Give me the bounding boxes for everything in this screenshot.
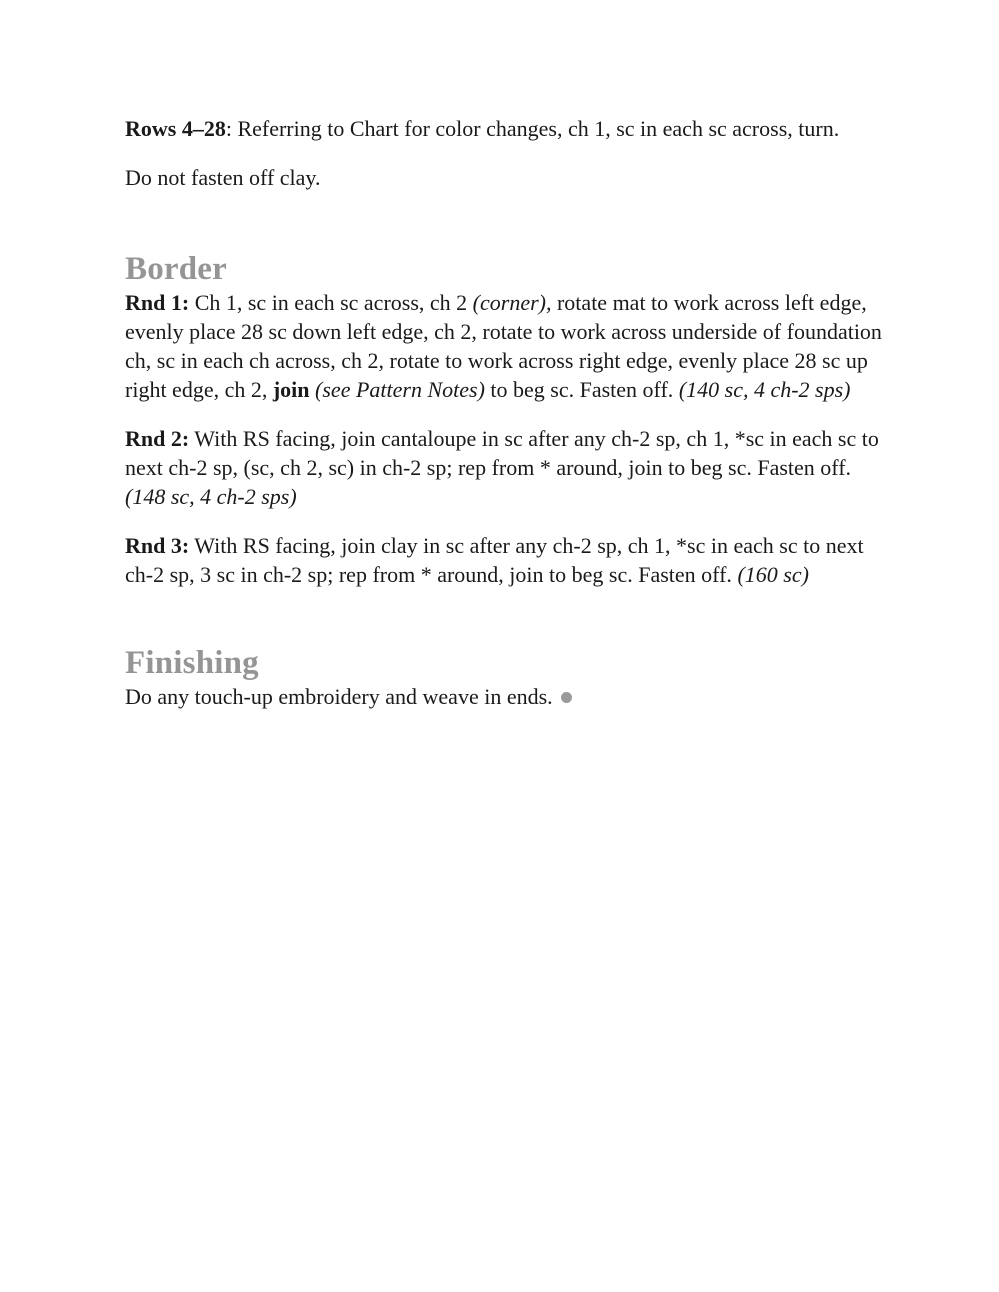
round-1-text-b: rotate mat to work across left edge, evenly place 28 sc down left edge, ch 2, rotate to work across underside of foundation ch, sc in each ch across, ch 2, rotate to work across right edge, evenly place 28 sc up right edge, ch 2, (125, 290, 882, 402)
rows-instruction (125, 114, 885, 143)
document-page (125, 114, 885, 711)
finishing-heading: Finishing (125, 645, 259, 681)
round-3-instruction (125, 531, 885, 589)
finishing-text: Do any touch-up embroidery and weave in ends. (125, 684, 553, 709)
round-1-join: join (272, 377, 310, 402)
round-2-label: Rnd 2: (125, 426, 190, 451)
round-2-count: (148 sc, 4 ch-2 sps) (125, 484, 297, 509)
round-1-text-c: to beg sc. Fasten off. (484, 377, 679, 402)
round-3-text: With RS facing, join clay in sc after any ch-2 sp, ch 1, *sc in each sc to next ch-2 sp, 3 sc in ch-2 sp; rep from * around, join to beg sc. Fasten off. (125, 533, 864, 587)
round-1-label: Rnd 1: (125, 290, 190, 315)
rows-text: : Referring to Chart for color changes, ch 1, sc in each sc across, turn. (225, 116, 840, 141)
round-1-join-note: (see Pattern Notes) (309, 377, 485, 402)
finishing-instruction (125, 682, 885, 711)
round-2-instruction (125, 424, 885, 511)
fasten-note: Do not fasten off clay. (125, 165, 321, 190)
bullet-icon (561, 692, 572, 703)
round-2-text: With RS facing, join cantaloupe in sc after any ch-2 sp, ch 1, *sc in each sc to next ch-2 sp, (sc, ch 2, sc) in ch-2 sp; rep from * around, join to beg sc. Fasten off. (125, 426, 879, 480)
round-3-label: Rnd 3: (125, 533, 190, 558)
round-1-instruction (125, 288, 885, 404)
round-1-count: (140 sc, 4 ch-2 sps) (678, 377, 851, 402)
round-3-count: (160 sc) (737, 562, 809, 587)
border-heading: Border (125, 251, 228, 287)
round-1-text-a: Ch 1, sc in each sc across, ch 2 (189, 290, 473, 315)
rows-label: Rows 4–28 (125, 116, 226, 141)
round-1-corner-note: (corner), (472, 290, 552, 315)
